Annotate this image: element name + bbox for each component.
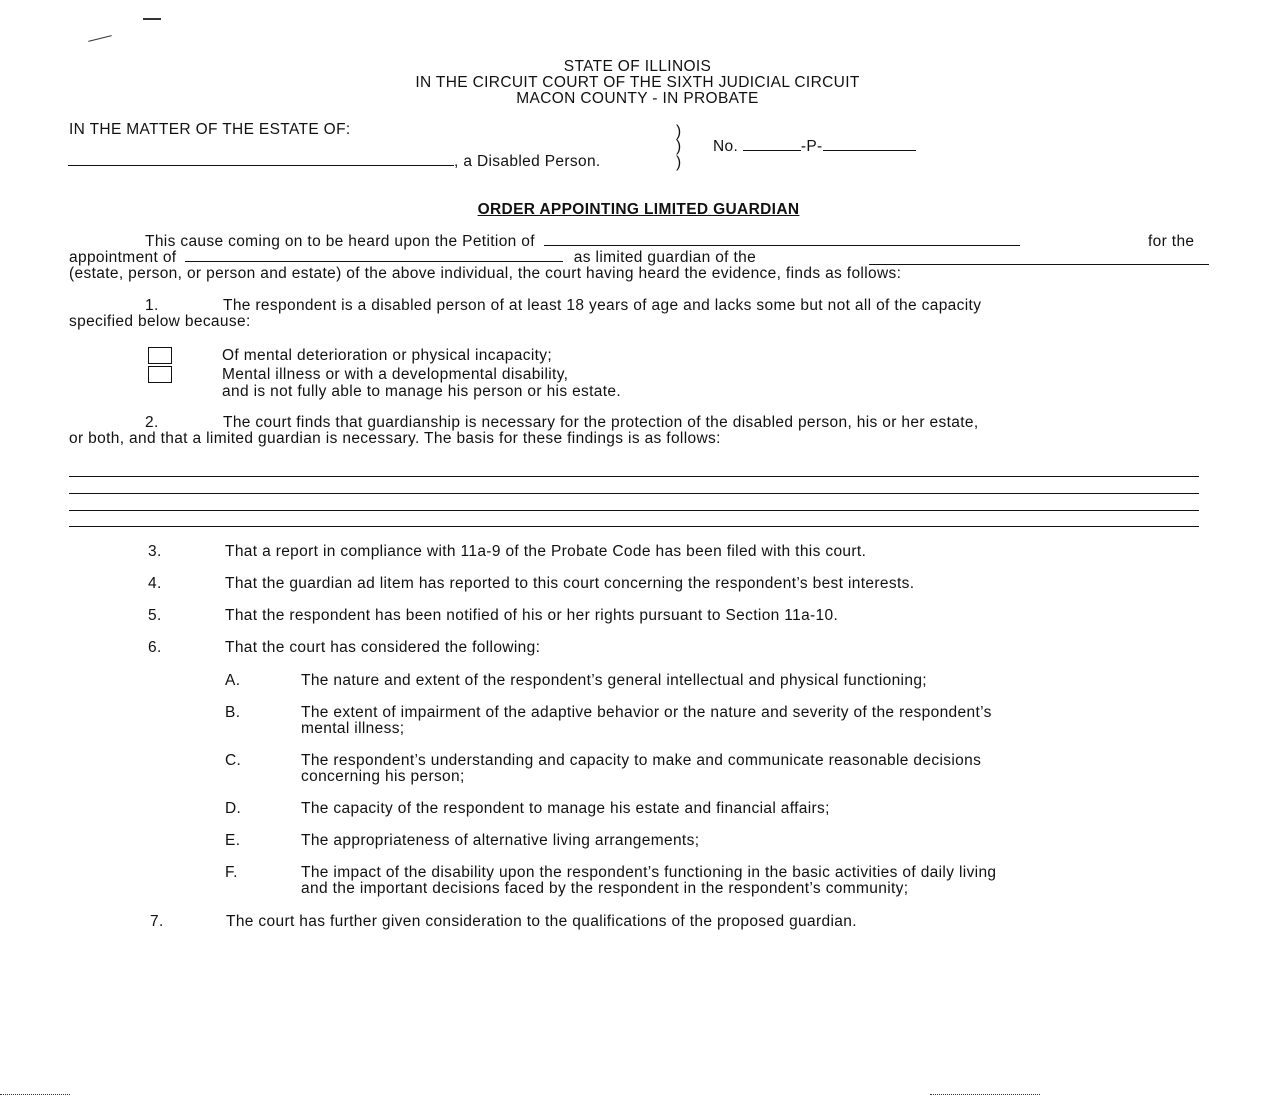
- intro-line-2: [69, 249, 756, 266]
- basis-line[interactable]: [69, 476, 1199, 477]
- consideration-text-cont: and the important decisions faced by the respondent in the respondent’s community;: [301, 880, 909, 897]
- intro-for-the: for the: [1148, 233, 1195, 250]
- order-title: ORDER APPOINTING LIMITED GUARDIAN: [477, 201, 800, 218]
- para1-number: 1.: [145, 297, 159, 314]
- caption-paren: ): [676, 123, 682, 140]
- finding-number: 6.: [148, 639, 162, 656]
- matter-label: IN THE MATTER OF THE ESTATE OF:: [69, 121, 351, 138]
- case-seq-field[interactable]: [823, 138, 916, 151]
- basis-line[interactable]: [69, 526, 1199, 527]
- scan-artifact: [930, 1094, 1040, 1095]
- basis-line[interactable]: [69, 510, 1199, 511]
- case-type: -P-: [800, 138, 823, 155]
- para2-line-1: The court finds that guardianship is necessary for the protection of the disabled person, his or her estate,: [223, 414, 979, 431]
- para2-number: 2.: [145, 414, 159, 431]
- consideration-text: The impact of the disability upon the respondent’s functioning in the basic activities of daily living: [301, 864, 997, 881]
- consideration-text-cont: concerning his person;: [301, 768, 465, 785]
- consideration-text-cont: mental illness;: [301, 720, 405, 737]
- guardian-name-field[interactable]: [185, 249, 563, 262]
- intro-text: This cause coming on to be heard upon the Petition of: [145, 233, 535, 250]
- consideration-letter: E.: [225, 832, 241, 849]
- header-court: IN THE CIRCUIT COURT OF THE SIXTH JUDICIAL CIRCUIT: [415, 74, 860, 91]
- case-number-label: No.: [713, 138, 739, 155]
- consideration-text: The respondent’s understanding and capacity to make and communicate reasonable decisions: [301, 752, 982, 769]
- finding-number: 5.: [148, 607, 162, 624]
- para1-tail: and is not fully able to manage his person or his estate.: [222, 383, 622, 400]
- basis-line[interactable]: [69, 493, 1199, 494]
- para7-text: The court has further given consideration to the qualifications of the proposed guardian.: [226, 913, 857, 930]
- petitioner-name-field[interactable]: [544, 233, 1020, 246]
- option-mental-deterioration: Of mental deterioration or physical incapacity;: [222, 347, 553, 364]
- scan-artifact: [143, 18, 161, 20]
- consideration-letter: A.: [225, 672, 241, 689]
- header-state: STATE OF ILLINOIS: [563, 58, 712, 75]
- header-county: MACON COUNTY - IN PROBATE: [516, 90, 759, 107]
- finding-text: That a report in compliance with 11a-9 of the Probate Code has been filed with this court.: [225, 543, 867, 560]
- guardianship-type-field[interactable]: [869, 264, 1209, 265]
- disabled-person-line: [68, 153, 601, 170]
- para7-number: 7.: [150, 913, 164, 930]
- caption-paren: ): [676, 138, 682, 155]
- finding-text: That the guardian ad litem has reported to this court concerning the respondent’s best interests.: [225, 575, 915, 592]
- ward-name-field[interactable]: [68, 153, 454, 166]
- disabled-person-label: , a Disabled Person.: [454, 153, 601, 170]
- intro-line-1: [145, 233, 1020, 250]
- checkbox-mental-illness[interactable]: [148, 366, 172, 383]
- consideration-letter: B.: [225, 704, 241, 721]
- finding-number: 3.: [148, 543, 162, 560]
- finding-text: That the respondent has been notified of his or her rights pursuant to Section 11a-10.: [225, 607, 839, 624]
- consideration-letter: D.: [225, 800, 242, 817]
- scan-artifact: [88, 35, 112, 42]
- case-number: [713, 138, 916, 155]
- finding-text: That the court has considered the following:: [225, 639, 541, 656]
- intro-text: as limited guardian of the: [573, 249, 757, 266]
- caption-paren: ): [676, 154, 682, 171]
- option-mental-illness: Mental illness or with a developmental disability,: [222, 366, 569, 383]
- scan-artifact: [0, 1094, 70, 1095]
- consideration-text: The appropriateness of alternative living arrangements;: [301, 832, 700, 849]
- consideration-letter: F.: [225, 864, 238, 881]
- intro-text: appointment of: [69, 249, 177, 266]
- consideration-text: The extent of impairment of the adaptive behavior or the nature and severity of the respondent’s: [301, 704, 992, 721]
- consideration-text: The nature and extent of the respondent’s general intellectual and physical functioning;: [301, 672, 927, 689]
- para1-line-2: specified below because:: [69, 313, 251, 330]
- finding-number: 4.: [148, 575, 162, 592]
- para2-line-2: or both, and that a limited guardian is necessary. The basis for these findings is as follows:: [69, 430, 721, 447]
- checkbox-mental-deterioration[interactable]: [148, 347, 172, 364]
- intro-line-3: (estate, person, or person and estate) of the above individual, the court having heard the evidence, finds as follows:: [69, 265, 902, 282]
- consideration-text: The capacity of the respondent to manage his estate and financial affairs;: [301, 800, 830, 817]
- case-year-field[interactable]: [743, 138, 801, 151]
- consideration-letter: C.: [225, 752, 242, 769]
- para1-line-1: The respondent is a disabled person of at least 18 years of age and lacks some but not all of the capacity: [223, 297, 982, 314]
